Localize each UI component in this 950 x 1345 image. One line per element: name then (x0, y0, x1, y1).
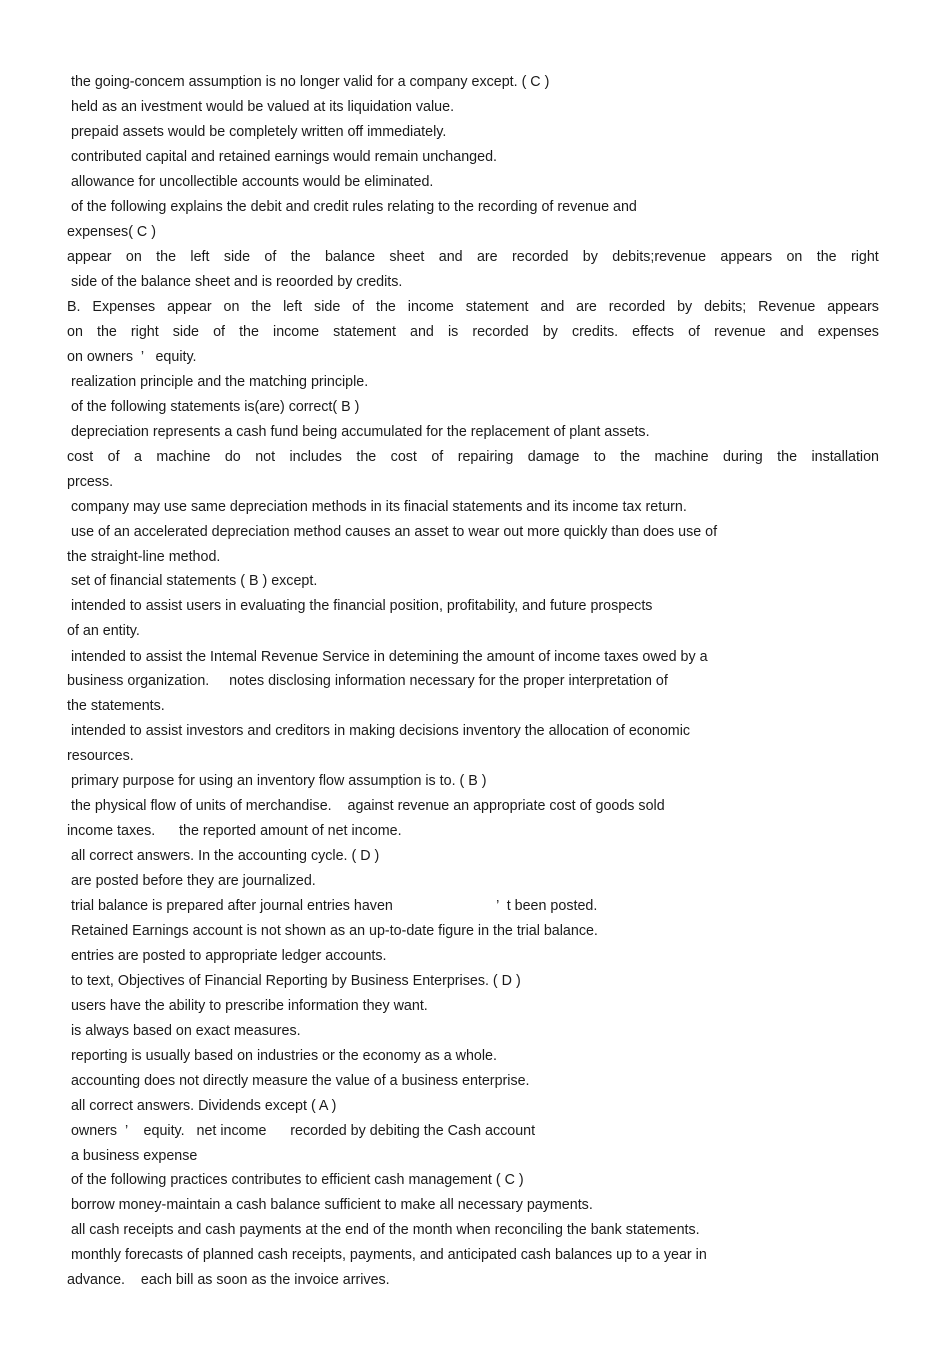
text-line: users have the ability to prescribe information they want. (67, 998, 428, 1014)
text-line: cost of a machine do not includes the cost of repairing damage to the machine during the installation (67, 449, 879, 465)
text-line: intended to assist investors and creditors in making decisions inventory the allocation of economic (67, 723, 691, 739)
text-line: owners ’ equity. net income recorded by debiting the Cash account (67, 1123, 536, 1139)
text-line: of the following statements is(are) correct( B ) (67, 399, 360, 415)
text-line: appear on the left side of the balance sheet and are recorded by debits;revenue appears on the right (67, 249, 879, 265)
text-line: primary purpose for using an inventory flow assumption is to. ( B ) (67, 773, 487, 789)
text-line: on owners ’ equity. (67, 349, 197, 365)
text-line: contributed capital and retained earnings would remain unchanged. (67, 149, 497, 165)
text-line: is always based on exact measures. (67, 1023, 301, 1039)
text-line: side of the balance sheet and is reoorded by credits. (67, 274, 403, 290)
text-line: the straight-line method. (67, 549, 221, 565)
text-line: of the following practices contributes to efficient cash management ( C ) (67, 1172, 524, 1188)
text-line: of the following explains the debit and credit rules relating to the recording of revenue and (67, 199, 637, 215)
text-line: the going-concem assumption is no longer valid for a company except. ( C ) (67, 74, 550, 90)
text-line: monthly forecasts of planned cash receipts, payments, and anticipated cash balances up to a year in (67, 1247, 707, 1263)
text-line: business organization. notes disclosing information necessary for the proper interpretation of (67, 673, 668, 689)
text-line: depreciation represents a cash fund being accumulated for the replacement of plant assets. (67, 424, 650, 440)
text-line: entries are posted to appropriate ledger accounts. (67, 948, 387, 964)
text-line: advance. each bill as soon as the invoice arrives. (67, 1272, 390, 1288)
text-line: intended to assist users in evaluating the financial position, profitability, and future prospects (67, 598, 653, 614)
text-line: all cash receipts and cash payments at the end of the month when reconciling the bank statements. (67, 1222, 700, 1238)
text-line: set of financial statements ( B ) except. (67, 573, 318, 589)
text-line: use of an accelerated depreciation method causes an asset to wear out more quickly than does use of (67, 524, 718, 540)
text-line: the physical flow of units of merchandise. against revenue an appropriate cost of goods sold (67, 798, 665, 814)
text-line: borrow money-maintain a cash balance sufficient to make all necessary payments. (67, 1197, 593, 1213)
text-line: prepaid assets would be completely written off immediately. (67, 124, 447, 140)
text-line: realization principle and the matching principle. (67, 374, 369, 390)
text-line: of an entity. (67, 623, 140, 639)
text-line: the statements. (67, 698, 165, 714)
text-line: income taxes. the reported amount of net income. (67, 823, 402, 839)
text-line: company may use same depreciation methods in its finacial statements and its income tax return. (67, 499, 687, 515)
text-line: trial balance is prepared after journal entries haven ’ t been posted. (67, 898, 598, 914)
text-line: to text, Objectives of Financial Reporting by Business Enterprises. ( D ) (67, 973, 521, 989)
text-line: expenses( C ) (67, 224, 156, 240)
text-line: a business expense (67, 1148, 198, 1164)
text-line: held as an ivestment would be valued at its liquidation value. (67, 99, 455, 115)
text-line: accounting does not directly measure the value of a business enterprise. (67, 1073, 530, 1089)
text-line: all correct answers. In the accounting cycle. ( D ) (67, 848, 380, 864)
text-line: Retained Earnings account is not shown as an up-to-date figure in the trial balance. (67, 923, 598, 939)
text-line: allowance for uncollectible accounts would be eliminated. (67, 174, 434, 190)
text-line: reporting is usually based on industries or the economy as a whole. (67, 1048, 497, 1064)
text-line: all correct answers. Dividends except ( A ) (67, 1098, 337, 1114)
text-line: resources. (67, 748, 134, 764)
text-line: intended to assist the Intemal Revenue Service in detemining the amount of income taxes owed by a (67, 649, 708, 665)
text-line: prcess. (67, 474, 114, 490)
text-line: are posted before they are journalized. (67, 873, 316, 889)
text-line: on the right side of the income statement and is recorded by credits. effects of revenue and expenses (67, 324, 879, 340)
text-line: B. Expenses appear on the left side of the income statement and are recorded by debits; Revenue appears (67, 299, 879, 315)
